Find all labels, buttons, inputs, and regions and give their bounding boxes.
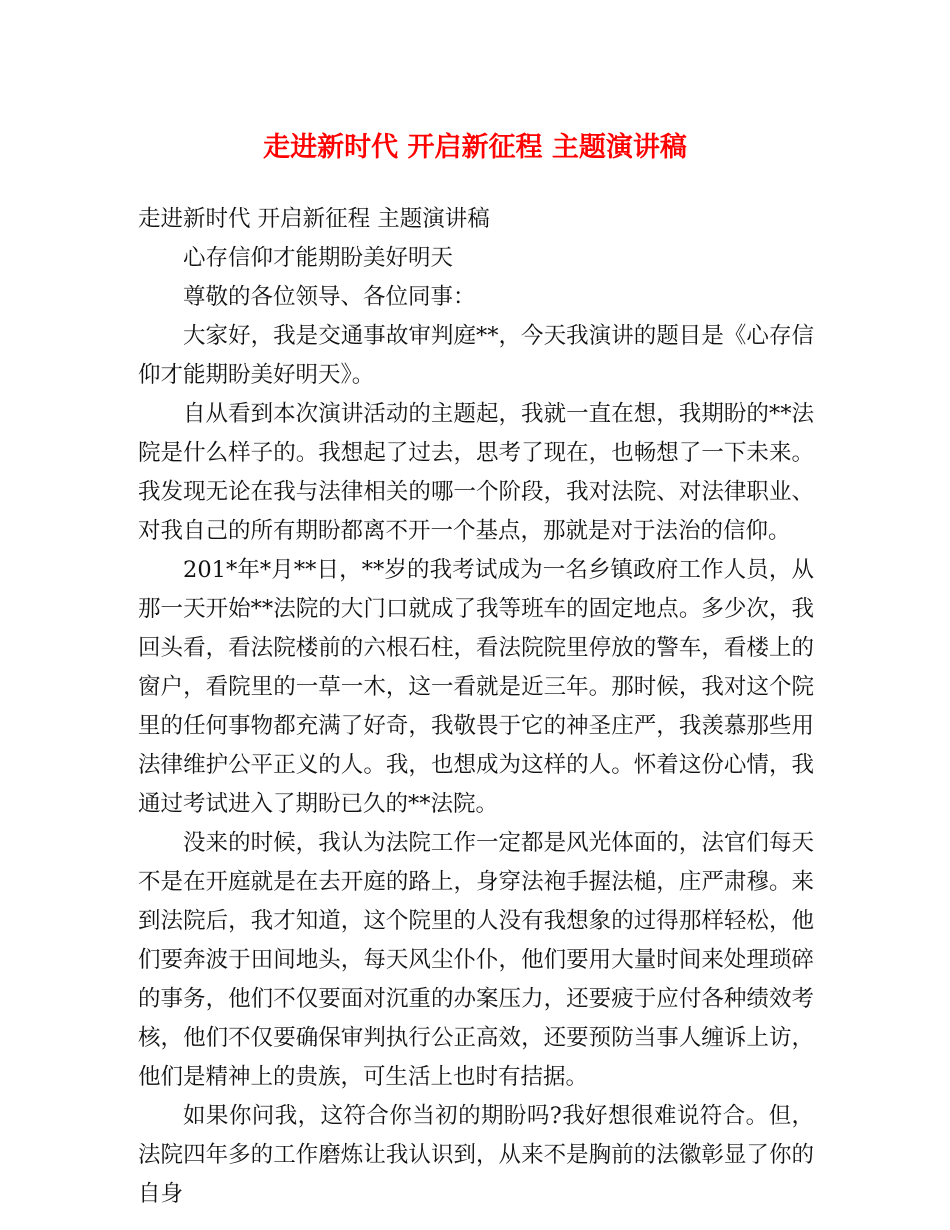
body-paragraph-heading: 走进新时代 开启新征程 主题演讲稿 [138, 206, 490, 232]
body-paragraph: 没来的时候，我认为法院工作一定都是风光体面的，法官们每天不是在开庭就是在去开庭的路上，身穿法袍手握法槌，庄严肃穆。来到法院后，我才知道，这个院里的人没有我想象的过得那样轻松，他们要奔波于田间地头，每天风尘仆仆，他们要用大量时间来处理琐碎的事务，他们不仅要面对沉重的办案压力，还要疲于应付各种绩效考核，他们不仅要确保审判执行公正高效，还要预防当事人缠诉上访，他们是精神上的贵族，可生活上也时有拮据。 [138, 830, 814, 1090]
document-title: 走进新时代 开启新征程 主题演讲稿 [263, 132, 687, 163]
body-paragraph: 201*年*月**日，**岁的我考试成为一名乡镇政府工作人员，从那一天开始**法院的大门口就成了我等班车的固定地点。多少次，我回头看，看法院楼前的六根石柱，看法院院里停放的警车，看楼上的窗户，看院里的一草一木，这一看就是近三年。那时候，我对这个院里的任何事物都充满了好奇，我敬畏于它的神圣庄严，我羡慕那些用法律维护公平正义的人。我，也想成为这样的人。怀着这份心情，我通过考试进入了期盼已久的**法院。 [138, 557, 814, 817]
body-paragraph: 如果你问我，这符合你当初的期盼吗?我好想很难说符合。但，法院四年多的工作磨炼让我认识到，从来不是胸前的法徽彰显了你的自身 [138, 1103, 814, 1207]
body-paragraph: 自从看到本次演讲活动的主题起，我就一直在想，我期盼的**法院是什么样子的。我想起了过去，思考了现在，也畅想了一下未来。我发现无论在我与法律相关的哪一个阶段，我对法院、对法律职业、对我自己的所有期盼都离不开一个基点，那就是对于法治的信仰。 [138, 401, 814, 544]
body-paragraph: 大家好，我是交通事故审判庭**，今天我演讲的题目是《心存信仰才能期盼美好明天》。 [138, 323, 814, 388]
body-paragraph-salutation: 尊敬的各位领导、各位同事： [183, 284, 476, 310]
body-paragraph-subtitle: 心存信仰才能期盼美好明天 [183, 245, 454, 271]
document-body [138, 200, 814, 1214]
